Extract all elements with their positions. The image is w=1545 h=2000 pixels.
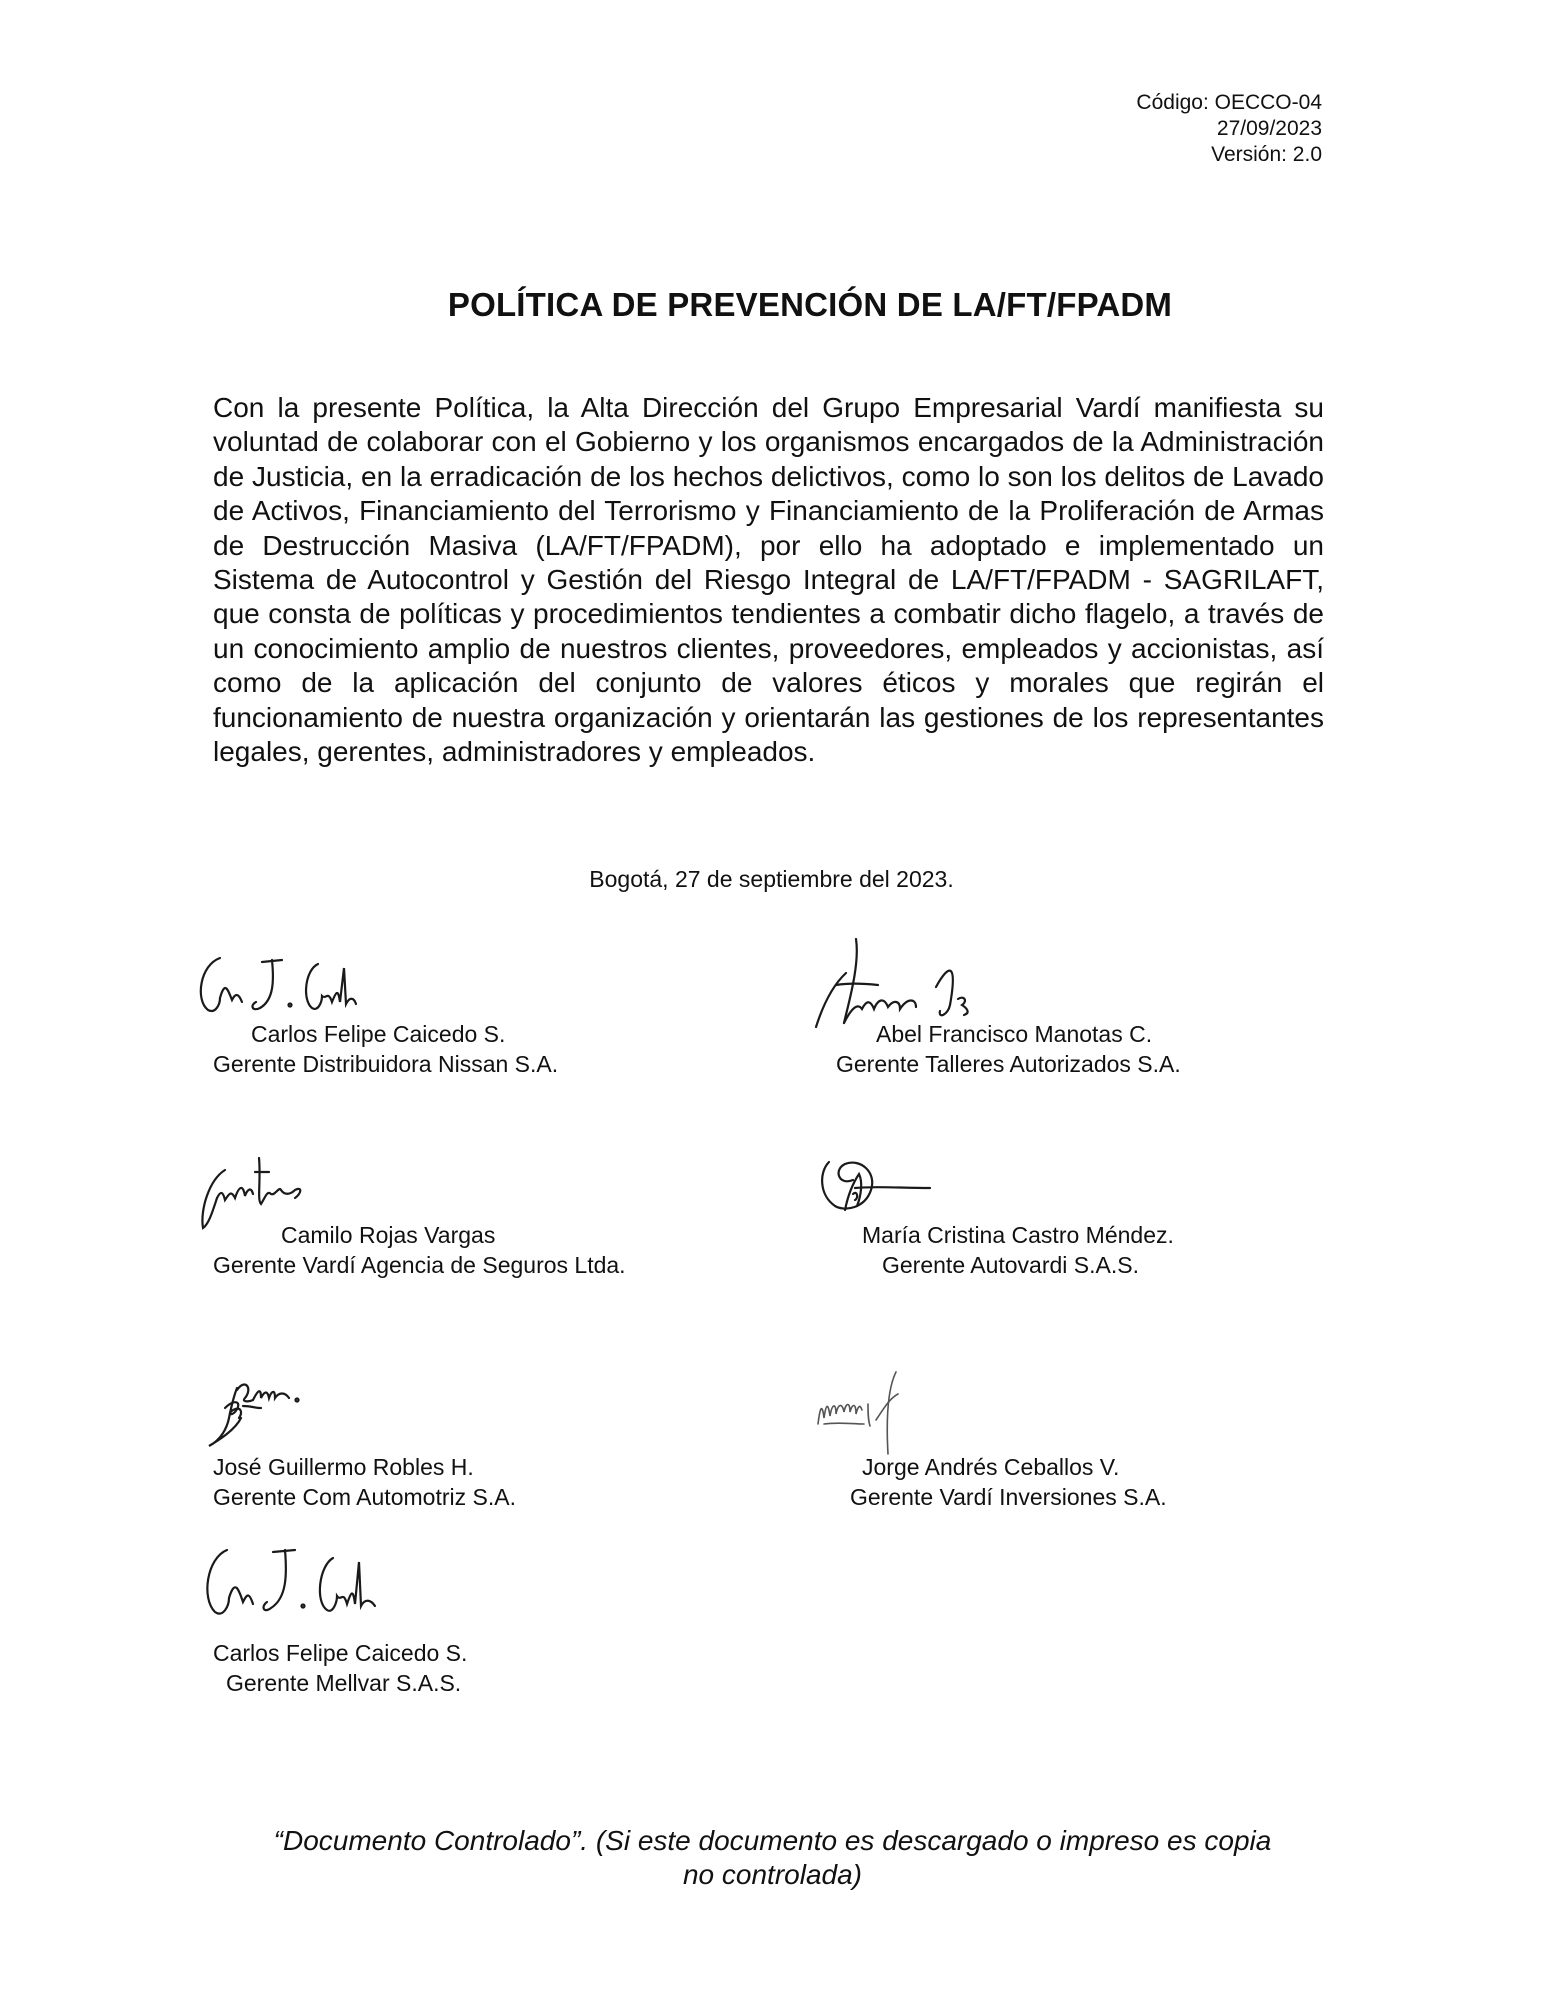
signatory-5 xyxy=(213,1452,516,1512)
signatory-name: Abel Francisco Manotas C. xyxy=(876,1021,1153,1047)
signatory-role: Gerente Distribuidora Nissan S.A. xyxy=(213,1051,559,1077)
signatory-7 xyxy=(213,1638,467,1698)
signatory-1 xyxy=(213,1019,558,1079)
signatory-4 xyxy=(862,1220,1174,1280)
document-header xyxy=(1136,90,1322,168)
page-title: POLÍTICA DE PREVENCIÓN DE LA/FT/FPADM xyxy=(447,286,1173,323)
signatory-role: Gerente Talleres Autorizados S.A. xyxy=(836,1051,1181,1077)
signatory-role: Gerente Autovardi S.A.S. xyxy=(882,1252,1139,1278)
signatory-name: Camilo Rojas Vargas xyxy=(281,1222,496,1248)
signature-caicedo-1 xyxy=(190,950,360,1020)
signature-manotas xyxy=(808,935,993,1030)
signatory-role: Gerente Com Automotriz S.A. xyxy=(213,1484,516,1510)
signature-rojas xyxy=(195,1150,315,1230)
signatory-2 xyxy=(836,1019,1181,1079)
date-line: Bogotá, 27 de septiembre del 2023. xyxy=(589,866,954,892)
document-version: Versión: 2.0 xyxy=(1211,143,1322,166)
signatory-name: José Guillermo Robles H. xyxy=(213,1454,474,1480)
signature-robles xyxy=(205,1368,305,1450)
signatory-name: Carlos Felipe Caicedo S. xyxy=(213,1640,468,1666)
signatory-name: Jorge Andrés Ceballos V. xyxy=(862,1454,1120,1480)
signature-caicedo-2 xyxy=(195,1540,385,1625)
signature-castro xyxy=(815,1150,935,1220)
signatory-6 xyxy=(850,1452,1167,1512)
document-date: 27/09/2023 xyxy=(1216,117,1322,140)
document-code: Código: OECCO-04 xyxy=(1136,91,1322,114)
footer-line-1: “Documento Controlado”. (Si este documento es descargado o impreso es copia xyxy=(273,1825,1272,1856)
signatory-name: Carlos Felipe Caicedo S. xyxy=(251,1021,506,1047)
policy-body: Con la presente Política, la Alta Dirección del Grupo Empresarial Vardí manifiesta su voluntad de colaborar con el Gobierno y los organismos encargados de la Administración de Justicia, en la erradicación de los hechos delictivos, como lo son los delitos de Lavado de Activos, Financiamiento del Terrorismo y Financiamiento de la Proliferación de Armas de Destrucción Masiva (LA/FT/FPADM), por ello ha adoptado e implementado un Sistema de Autocontrol y Gestión del Riesgo Integral de LA/FT/FPADM - SAGRILAFT, que consta de políticas y procedimientos tendientes a combatir dicho flagelo, a través de un conocimiento amplio de nuestros clientes, proveedores, empleados y accionistas, así como de la aplicación del conjunto de valores éticos y morales que regirán el funcionamiento de nuestra organización y orientarán las gestiones de los representantes legales, gerentes, administradores y empleados. xyxy=(213,392,1324,768)
signature-ceballos xyxy=(812,1368,927,1458)
signatory-3 xyxy=(213,1220,626,1280)
footer-line-2: no controlada) xyxy=(682,1859,862,1890)
signatory-role: Gerente Mellvar S.A.S. xyxy=(226,1670,462,1696)
signatory-role: Gerente Vardí Agencia de Seguros Ltda. xyxy=(213,1252,626,1278)
signatory-name: María Cristina Castro Méndez. xyxy=(862,1222,1174,1248)
signatory-role: Gerente Vardí Inversiones S.A. xyxy=(850,1484,1167,1510)
controlled-document-note xyxy=(0,1824,1545,1892)
